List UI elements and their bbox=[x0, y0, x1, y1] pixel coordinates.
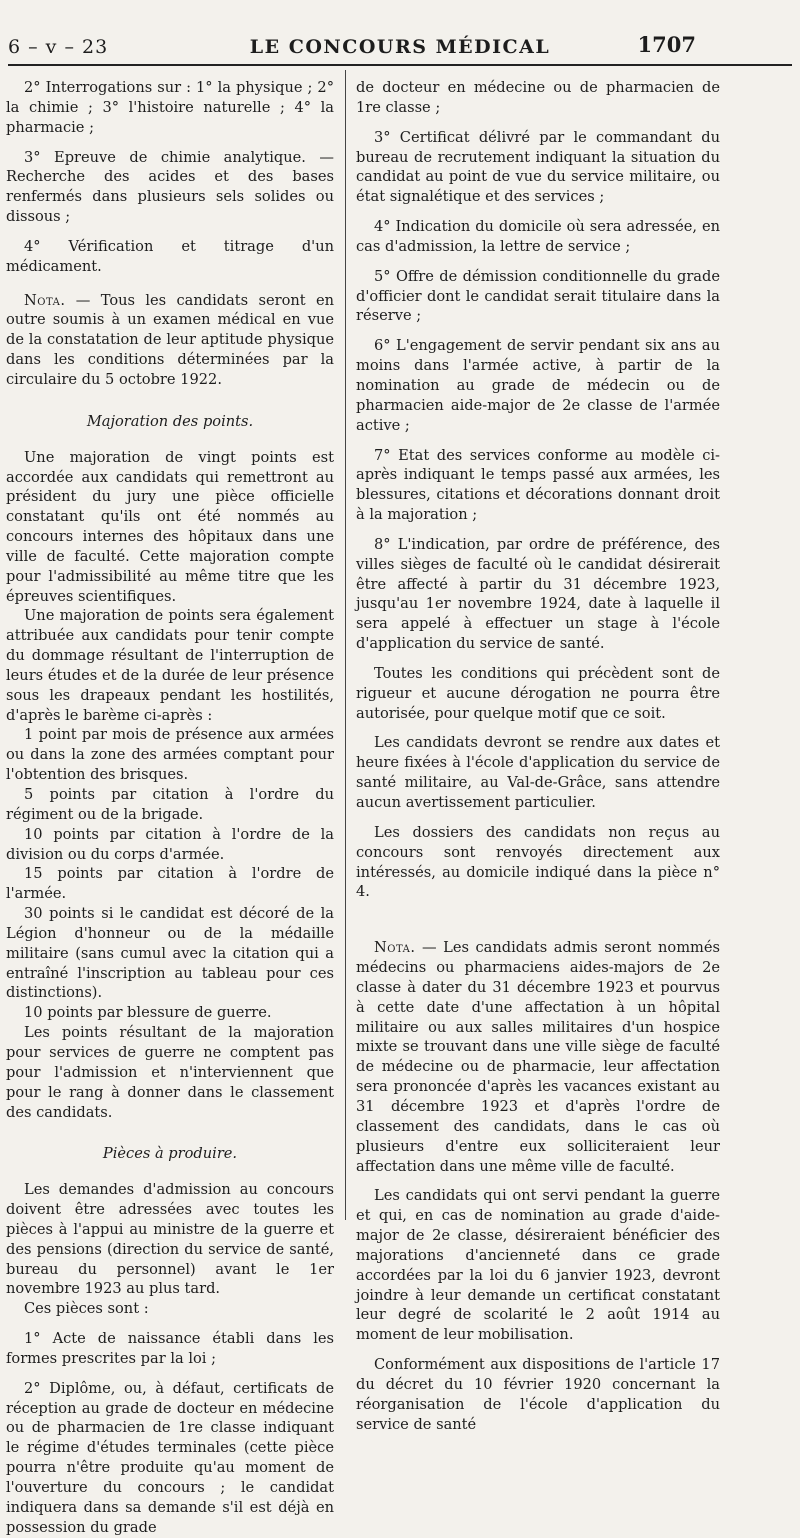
section-title-majoration: Majoration des points. bbox=[86, 412, 254, 430]
continuation-text: de docteur en médecine ou de pharmacien de 1re classe ; bbox=[356, 79, 720, 116]
scale-item: 10 points par blessure de guerre. bbox=[24, 1004, 272, 1022]
nota-label: Nota. bbox=[374, 939, 416, 957]
paragraph: Une majoration de points sera également attribuée aux candidats pour tenir compte du dommage résultant de l'interruption de leurs études et de la durée de leur présence sous les drapeaux pendant les hostilités, d'après le barème ci-après : bbox=[6, 607, 334, 724]
nota-paragraph bbox=[356, 938, 720, 1176]
scale-item: 5 points par citation à l'ordre du régiment ou de la brigade. bbox=[6, 786, 334, 823]
paragraph: Les dossiers des candidats non reçus au concours sont renvoyés directement aux intéressés, au domicile indiqué dans la pièce n° 4. bbox=[356, 823, 720, 901]
paragraph: Les candidats qui ont servi pendant la guerre et qui, en cas de nomination au grade d'aide-major de 2e classe, désireraient bénéficier des majorations d'ancienneté dans ce grade accordées par la loi du 6 janvier 1923, devront joindre à leur demande un certificat constatant leur degré de scolarité le 2 août 1914 au moment de leur mobilisation. bbox=[356, 1187, 720, 1344]
nota-label: Nota. bbox=[24, 291, 66, 309]
paragraph: Les points résultant de la majoration pour services de guerre ne comptent pas pour l'admission et n'interviennent que pour le rang à donner dans le classement des candidats. bbox=[6, 1024, 334, 1121]
scale-item: 30 points si le candidat est décoré de la Légion d'honneur ou de la médaille militaire (sans cumul avec la citation qui a entraîné l'inscription au tableau pour ces distinctions). bbox=[6, 905, 334, 1002]
page-header bbox=[0, 30, 800, 64]
document-item: 5° Offre de démission conditionnelle du grade d'officier dont le candidat serait titulaire dans la réserve ; bbox=[356, 267, 720, 325]
section-title-pieces: Pièces à produire. bbox=[102, 1145, 238, 1163]
journal-title: LE CONCOURS MÉDICAL bbox=[249, 36, 551, 58]
issue-date: 6 – v – 23 bbox=[8, 36, 109, 58]
nota-paragraph bbox=[6, 291, 334, 390]
document-item: 6° L'engagement de servir pendant six ans au moins dans l'armée active, à partir de la nomination au grade de médecin ou de pharmacien aide-major de 2e classe de l'armée active ; bbox=[356, 337, 720, 434]
scale-item: 10 points par citation à l'ordre de la division ou du corps d'armée. bbox=[6, 825, 334, 863]
paragraph: Les candidats devront se rendre aux dates et heure fixées à l'école d'application du service de santé militaire, au Val-de-Grâce, sans attendre aucun avertissement particulier. bbox=[356, 734, 720, 811]
document-item: 1° Acte de naissance établi dans les formes prescrites par la loi ; bbox=[6, 1330, 334, 1367]
exam-item-verification: 4° Vérification et titrage d'un médicament. bbox=[6, 237, 334, 275]
column-divider bbox=[345, 70, 346, 1220]
document-item: 7° Etat des services conforme au modèle ci-après indiquant le temps passé aux armées, les blessures, citations et décorations donnant droit à la majoration ; bbox=[356, 446, 720, 524]
nota-text: — Tous les candidats seront en outre soumis à un examen médical en vue de la constatation de leur aptitude physique dans les conditions déterminées par la circulaire du 5 octobre 1922. bbox=[6, 291, 334, 388]
nota-text: — Les candidats admis seront nommés médecins ou pharmaciens aides-majors de 2e classe à dater du 31 décembre 1923 et pourvus à cette date d'une affectation à un hôpital militaire ou aux salles militaires d'un hospice mixte se trouvant dans une ville siège de faculté de médecine ou de pharmacie, leur affectation sera prononcée d'après les vacances existant au 31 décembre 1923 et d'après l'ordre de classement des candidats, dans le cas où plusieurs d'entre eux solliciteraient leur affectation dans une même ville de faculté. bbox=[356, 939, 720, 1175]
left-column bbox=[6, 78, 334, 1538]
document-item: 3° Certificat délivré par le commandant du bureau de recrutement indiquant la situation du candidat au point de vue du service militaire, ou état signalétique et des services ; bbox=[356, 128, 720, 206]
paragraph: Une majoration de vingt points est accordée aux candidats qui remettront au président du jury une pièce officielle constatant qu'ils ont été nommés au concours internes des hôpitaux dans une ville de faculté. Cette majoration compte pour l'admissibilité au même titre que les épreuves scientifiques. bbox=[6, 448, 334, 605]
header-rule bbox=[8, 64, 792, 66]
paragraph: Conformément aux dispositions de l'article 17 du décret du 10 février 1920 concernant la réorganisation de l'école d'application du service de santé bbox=[356, 1356, 720, 1433]
exam-item-interrogations: 2° Interrogations sur : 1° la physique ; 2° la chimie ; 3° l'histoire naturelle ; 4° la pharmacie ; bbox=[6, 79, 334, 136]
right-column bbox=[356, 78, 720, 1434]
scale-item: 1 point par mois de présence aux armées ou dans la zone des armées comptant pour l'obtention des brisques. bbox=[6, 726, 334, 784]
document-item: 8° L'indication, par ordre de préférence, des villes sièges de faculté où le candidat désirerait être affecté à partir du 31 décembre 1923, jusqu'au 1er novembre 1924, date à laquelle il sera appelé à effectuer un stage à l'école d'application du service de santé. bbox=[356, 535, 720, 653]
scale-item: 15 points par citation à l'ordre de l'armée. bbox=[6, 865, 334, 903]
page-number: 1707 bbox=[637, 32, 696, 57]
document-item: 4° Indication du domicile où sera adressée, en cas d'admission, la lettre de service ; bbox=[356, 218, 720, 255]
paragraph: Ces pièces sont : bbox=[24, 1300, 149, 1318]
paragraph: Toutes les conditions qui précèdent sont de rigueur et aucune dérogation ne pourra être autorisée, pour quelque motif que ce soit. bbox=[356, 664, 720, 722]
exam-item-chemistry: 3° Epreuve de chimie analytique. — Recherche des acides et des bases renfermés dans plusieurs sels solides ou dissous ; bbox=[6, 148, 334, 226]
paragraph: Les demandes d'admission au concours doivent être adressées avec toutes les pièces à l'appui au ministre de la guerre et des pensions (direction du service de santé, bureau du personnel) avant le 1er novembre 1923 au plus tard. bbox=[6, 1181, 334, 1298]
document-item: 2° Diplôme, ou, à défaut, certificats de réception au grade de docteur en médecine ou de pharmacien de 1re classe indiquant le régime d'études terminales (cette pièce pourra n'être produite qu'au moment de l'ouverture du concours ; le candidat indiquera dans sa demande s'il est déjà en possession du grade bbox=[6, 1379, 334, 1536]
